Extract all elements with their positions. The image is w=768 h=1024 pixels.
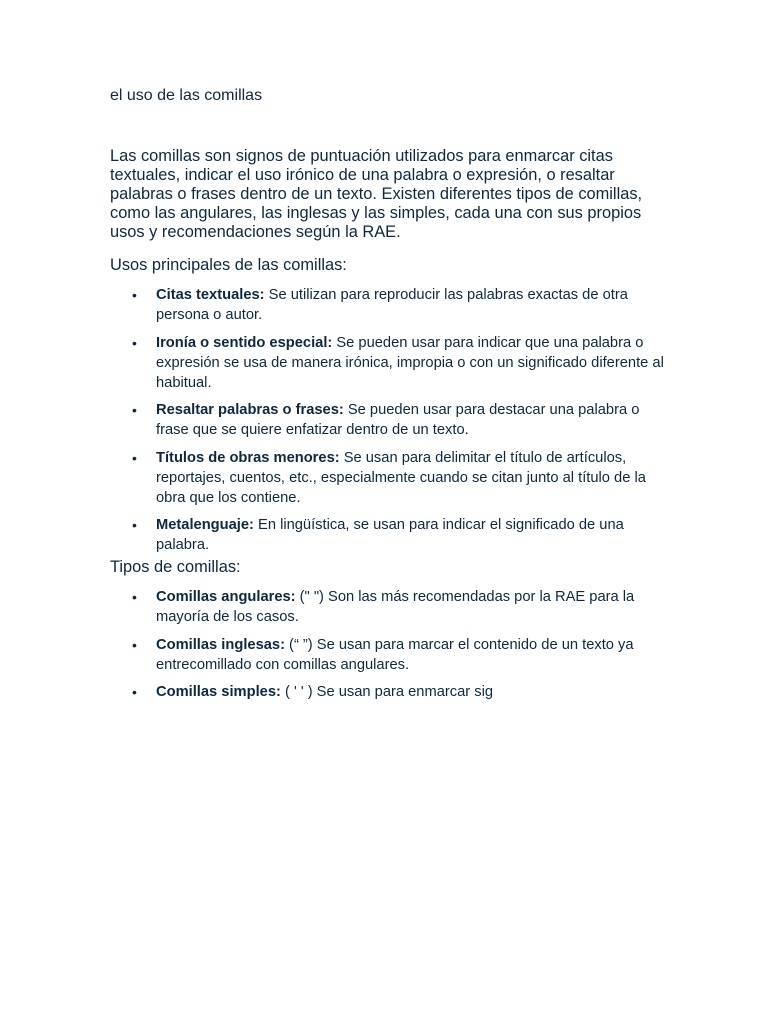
item-term: Resaltar palabras o frases: (156, 402, 344, 418)
item-term: Comillas inglesas: (156, 636, 285, 653)
bullet-icon: • (132, 287, 137, 303)
item-text: (“ ”) Se usan para marcar el contenido de un texto ya entrecomillado con comillas angulares. (156, 636, 634, 673)
item-text: (" ") Son las más recomendadas por la RAE para la mayoría de los casos. (156, 589, 635, 625)
item-term: Ironía o sentido especial: (156, 334, 333, 351)
item-text: Se usan para delimitar el título de artículos, reportajes, cuentos, etc., especialmente cuando se citan junto al título de la obra que los contiene. (156, 449, 646, 506)
bullet-icon: • (132, 334, 137, 351)
list-item (110, 333, 670, 393)
item-term: Comillas simples: (156, 684, 281, 700)
bullet-icon: • (132, 517, 137, 533)
tipos-list (110, 587, 670, 710)
bullet-icon: • (132, 402, 137, 418)
list-item (110, 587, 670, 627)
bullet-icon: • (132, 589, 137, 605)
item-term: Comillas angulares: (156, 589, 296, 605)
usos-heading: Usos principales de las comillas: (110, 256, 347, 274)
list-item (110, 515, 670, 555)
item-term: Metalenguaje: (156, 517, 254, 533)
list-item (110, 635, 670, 675)
item-text: ( ' ' ) Se usan para enmarcar sig (280, 684, 494, 700)
tipos-heading: Tipos de comillas: (110, 558, 241, 576)
list-item (110, 285, 670, 325)
item-text: Se pueden usar para destacar una palabra o frase que se quiere enfatizar dentro de un texto. (156, 402, 640, 438)
list-item (110, 400, 670, 440)
item-text: Se utilizan para reproducir las palabras exactas de otra persona o autor. (156, 287, 628, 323)
item-term: Títulos de obras menores: (156, 449, 340, 466)
item-text: Se pueden usar para indicar que una palabra o expresión se usa de manera irónica, impropia o con un significado diferente al habitual. (156, 334, 664, 391)
document-title: el uso de las comillas (110, 87, 263, 104)
usos-list (110, 285, 670, 563)
list-item (110, 682, 670, 702)
intro-paragraph: Las comillas son signos de puntuación utilizados para enmarcar citas textuales, indicar el uso irónico de una palabra o expresión, o resaltar palabras o frases dentro de un texto. Existen diferentes tipos de comillas, como las angulares, las inglesas y las simples, cada una con sus propios usos y recomendaciones según la RAE. (110, 147, 643, 241)
list-item (110, 448, 670, 508)
bullet-icon: • (132, 636, 137, 653)
item-text: En lingüística, se usan para indicar el significado de una palabra. (156, 517, 624, 553)
bullet-icon: • (132, 684, 137, 700)
item-term: Citas textuales: (156, 287, 265, 303)
bullet-icon: • (132, 449, 137, 466)
